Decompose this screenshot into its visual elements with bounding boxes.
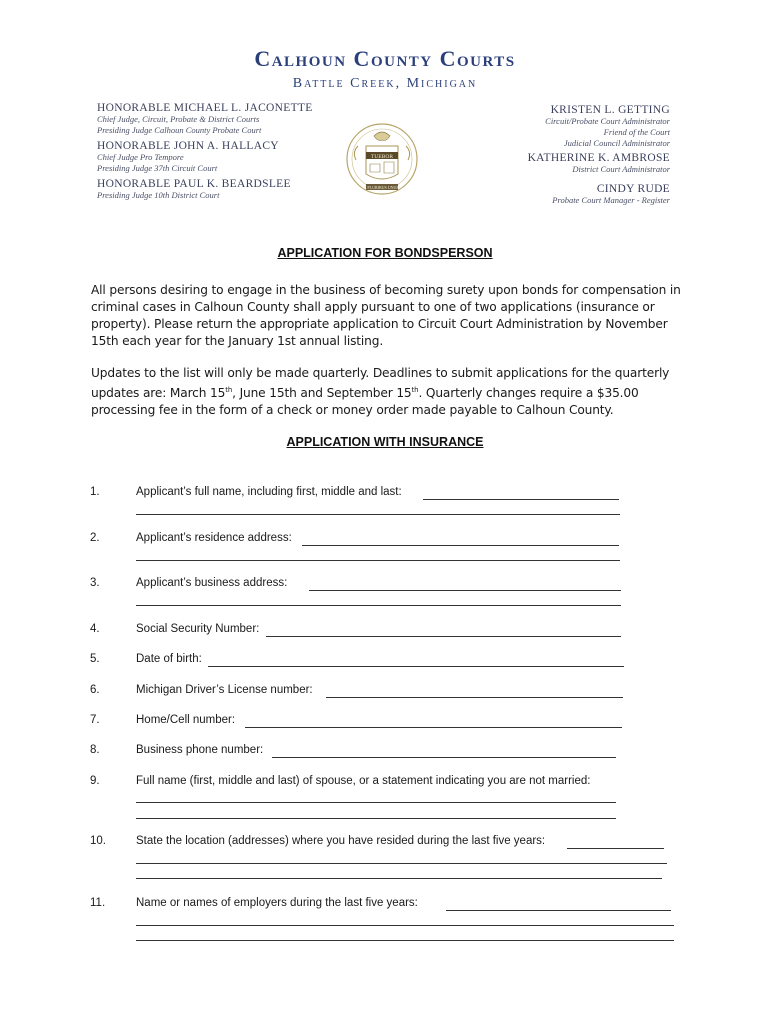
residence-address-field[interactable] — [302, 545, 619, 546]
question-number: 7. — [90, 714, 100, 726]
drivers-license-field[interactable] — [326, 697, 623, 698]
name-field-continued[interactable] — [136, 514, 620, 515]
question-number: 1. — [90, 486, 100, 498]
residences-field-continued[interactable] — [136, 878, 662, 879]
official-role: Presiding Judge Calhoun County Probate Court — [97, 125, 262, 135]
question-number: 6. — [90, 684, 100, 696]
official-name: KRISTEN L. GETTING — [550, 104, 670, 116]
question-number: 10. — [90, 835, 106, 847]
question-number: 2. — [90, 532, 100, 544]
date-of-birth-field[interactable] — [208, 666, 624, 667]
seal-motto-text: E PLURIBUS UNUM — [363, 185, 401, 190]
spouse-field-continued[interactable] — [136, 818, 616, 819]
question-number: 4. — [90, 623, 100, 635]
official-role: District Court Administrator — [572, 164, 670, 174]
deadlines-paragraph: Updates to the list will only be made quarterly. Deadlines to submit applications for the quarterly updates are: March 15th, June 15th and September 15th. Quarterly changes require a $35.00 processing fee in the form of a check or money order made payable to Calhoun County. — [91, 366, 670, 418]
business-address-field[interactable] — [309, 590, 621, 591]
official-role: Friend of the Court — [603, 127, 670, 137]
right-officials — [528, 104, 670, 206]
left-officials — [97, 102, 313, 201]
official-role: Chief Judge, Circuit, Probate & District Courts — [97, 114, 260, 124]
residence-address-field-continued[interactable] — [136, 560, 620, 561]
official-role: Presiding Judge 10th District Court — [97, 190, 220, 200]
official-name: HONORABLE MICHAEL L. JACONETTE — [97, 102, 313, 114]
official-name: CINDY RUDE — [596, 183, 670, 195]
question-label: Social Security Number: — [136, 623, 260, 635]
question-number: 11. — [90, 897, 106, 909]
question-label: State the location (addresses) where you have resided during the last five years: — [136, 835, 546, 847]
question-number: 5. — [90, 653, 100, 665]
question-label: Michigan Driver’s License number: — [136, 684, 313, 696]
home-cell-field[interactable] — [245, 727, 622, 728]
question-label: Applicant’s residence address: — [136, 532, 292, 544]
official-role: Judicial Council Administrator — [563, 138, 670, 148]
court-location: Battle Creek, Michigan — [292, 76, 478, 91]
official-role: Circuit/Probate Court Administrator — [545, 116, 670, 126]
question-number: 3. — [90, 577, 100, 589]
question-number: 9. — [90, 775, 100, 787]
page-title: APPLICATION FOR BONDSPERSON — [277, 246, 493, 260]
court-title: Calhoun County Courts — [254, 46, 516, 71]
question-label: Applicant’s business address: — [136, 577, 288, 589]
residences-field-continued[interactable] — [136, 863, 667, 864]
business-phone-field[interactable] — [272, 757, 616, 758]
employers-field-continued[interactable] — [136, 925, 674, 926]
spouse-field[interactable] — [136, 802, 616, 803]
intro-paragraph: All persons desiring to engage in the business of becoming surety upon bonds for compensation in criminal cases in Calhoun County shall apply pursuant to one of two applications (insurance or property). Please return the appropriate application to Circuit Court Administration by November 15th each year for the January 1st annual listing. — [91, 283, 681, 348]
question-label: Full name (first, middle and last) of spouse, or a statement indicating you are not married: — [136, 775, 591, 787]
question-number: 8. — [90, 744, 100, 756]
question-label: Applicant’s full name, including first, middle and last: — [136, 486, 402, 498]
official-name: HONORABLE PAUL K. BEARDSLEE — [97, 178, 291, 190]
business-address-field-continued[interactable] — [136, 605, 621, 606]
official-role: Probate Court Manager - Register — [552, 195, 670, 205]
ssn-field[interactable] — [266, 636, 621, 637]
seal-banner-text: TUEBOR — [371, 154, 393, 160]
official-role: Presiding Judge 37th Circuit Court — [97, 163, 218, 173]
employers-field[interactable] — [446, 910, 671, 911]
question-label: Name or names of employers during the last five years: — [136, 897, 418, 909]
official-role: Chief Judge Pro Tempore — [97, 152, 184, 162]
section-heading: APPLICATION WITH INSURANCE — [286, 435, 484, 449]
official-name: HONORABLE JOHN A. HALLACY — [97, 140, 279, 152]
residences-field[interactable] — [567, 848, 664, 849]
question-label: Date of birth: — [136, 653, 202, 665]
name-field[interactable] — [423, 499, 619, 500]
question-label: Home/Cell number: — [136, 714, 236, 726]
michigan-seal-icon — [344, 116, 420, 202]
question-label: Business phone number: — [136, 744, 264, 756]
employers-field-continued[interactable] — [136, 940, 674, 941]
official-name: KATHERINE K. AMBROSE — [527, 152, 670, 164]
